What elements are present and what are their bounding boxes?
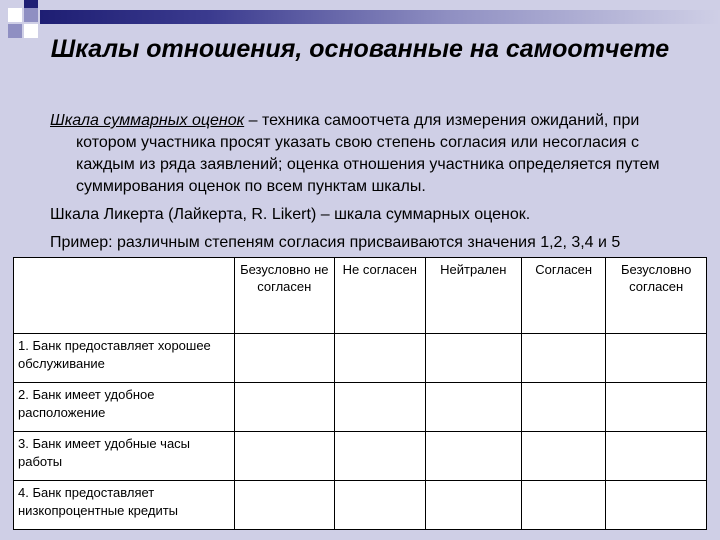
term-summated-scale: Шкала суммарных оценок bbox=[50, 112, 245, 129]
header-strongly-agree: Безусловно согласен bbox=[606, 258, 707, 334]
response-cell[interactable] bbox=[425, 383, 522, 432]
definition-text: – техника самоотчета для измерения ожиданий, при котором участника просят указать свою степень согласия или несогласия с каждым из ряда заявлений; оценка отношения участника определяется путем суммирования оценок по всем пунктам шкалы. bbox=[76, 112, 660, 195]
response-cell[interactable] bbox=[425, 432, 522, 481]
table-row bbox=[14, 334, 707, 383]
slide-body bbox=[50, 110, 700, 260]
header-agree: Согласен bbox=[522, 258, 606, 334]
statement-cell: 3. Банк имеет удобные часы работы bbox=[14, 432, 235, 481]
decor-gradient-bar bbox=[40, 10, 720, 24]
response-cell[interactable] bbox=[335, 432, 425, 481]
table-corner-cell bbox=[14, 258, 235, 334]
likert-table bbox=[13, 257, 707, 530]
response-cell[interactable] bbox=[234, 481, 335, 530]
decor-square bbox=[8, 8, 22, 22]
response-cell[interactable] bbox=[522, 481, 606, 530]
decor-square bbox=[24, 24, 38, 38]
response-cell[interactable] bbox=[234, 334, 335, 383]
decor-square bbox=[8, 24, 22, 38]
table-header-row bbox=[14, 258, 707, 334]
decor-square bbox=[24, 8, 38, 22]
response-cell[interactable] bbox=[522, 334, 606, 383]
response-cell[interactable] bbox=[234, 432, 335, 481]
header-disagree: Не согласен bbox=[335, 258, 425, 334]
response-cell[interactable] bbox=[425, 481, 522, 530]
response-cell[interactable] bbox=[522, 383, 606, 432]
example-paragraph: Пример: различным степеням согласия присваиваются значения 1,2, 3,4 и 5 bbox=[50, 234, 621, 251]
response-cell[interactable] bbox=[234, 383, 335, 432]
table-row bbox=[14, 383, 707, 432]
response-cell[interactable] bbox=[522, 432, 606, 481]
response-cell[interactable] bbox=[606, 383, 707, 432]
header-strongly-disagree: Безусловно не согласен bbox=[234, 258, 335, 334]
response-cell[interactable] bbox=[335, 383, 425, 432]
definition-paragraph bbox=[50, 110, 700, 198]
header-neutral: Нейтрален bbox=[425, 258, 522, 334]
table-row bbox=[14, 432, 707, 481]
decor-square bbox=[24, 0, 38, 8]
table-row bbox=[14, 481, 707, 530]
response-cell[interactable] bbox=[606, 432, 707, 481]
response-cell[interactable] bbox=[335, 481, 425, 530]
likert-paragraph: Шкала Ликерта (Лайкерта, R. Likert) – шкала суммарных оценок. bbox=[50, 206, 531, 223]
response-cell[interactable] bbox=[335, 334, 425, 383]
response-cell[interactable] bbox=[606, 481, 707, 530]
statement-cell: 2. Банк имеет удобное расположение bbox=[14, 383, 235, 432]
slide-title: Шкалы отношения, основанные на самоотчете bbox=[50, 35, 670, 63]
statement-cell: 4. Банк предоставляет низкопроцентные кредиты bbox=[14, 481, 235, 530]
response-cell[interactable] bbox=[425, 334, 522, 383]
statement-cell: 1. Банк предоставляет хорошее обслуживание bbox=[14, 334, 235, 383]
response-cell[interactable] bbox=[606, 334, 707, 383]
